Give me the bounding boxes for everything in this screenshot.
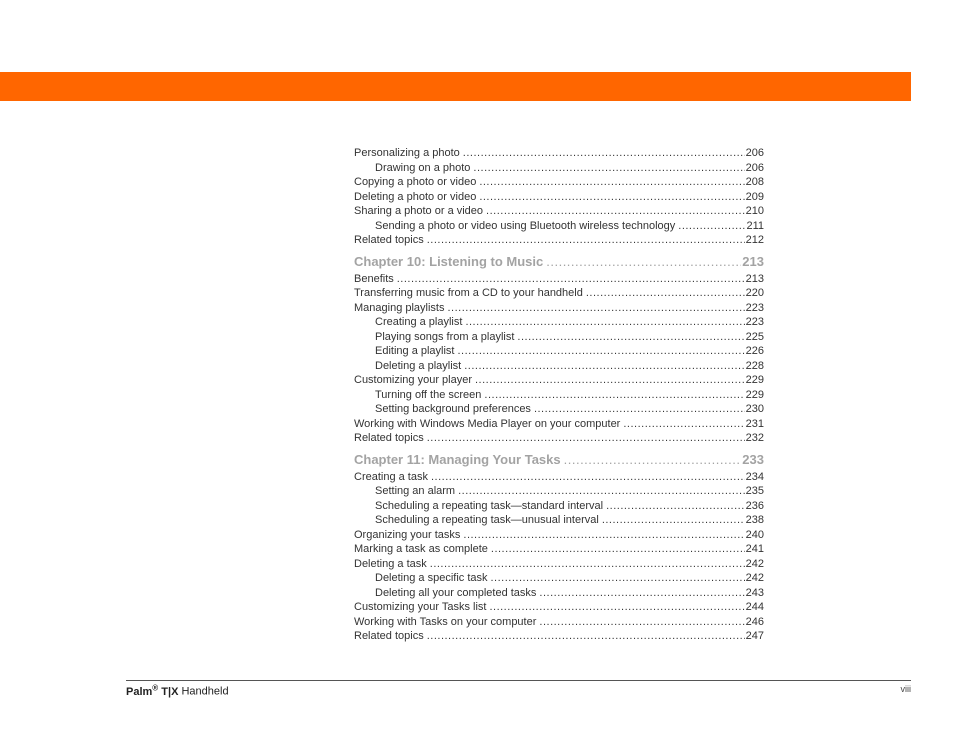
leader-dots: [484, 388, 744, 403]
toc-entry[interactable]: [354, 528, 764, 543]
toc-entry-page: 244: [745, 601, 764, 613]
toc-entry-page: 211: [746, 219, 764, 232]
leader-dots: [586, 286, 745, 301]
toc-subentry[interactable]: [354, 586, 764, 601]
toc-subentry[interactable]: [354, 513, 764, 528]
toc-entry[interactable]: [354, 301, 764, 316]
toc-entry-label: Creating a task: [354, 470, 428, 483]
toc-section-chapter-11: [354, 470, 764, 644]
toc-entry-page: 242: [745, 557, 764, 570]
toc-entry-label: Transferring music from a CD to your handheld: [354, 287, 583, 299]
leader-dots: [517, 330, 744, 345]
toc-entry-label: Turning off the screen: [375, 388, 482, 401]
toc-entry-page: 232: [745, 432, 764, 444]
toc-section-chapter-10: [354, 272, 764, 446]
toc-entry-label: Benefits: [354, 272, 394, 285]
toc-entry-page: 241: [745, 543, 764, 555]
leader-dots: [623, 417, 744, 432]
leader-dots: [479, 175, 744, 190]
leader-dots: [431, 470, 745, 485]
toc-entry-label: Copying a photo or video: [354, 176, 477, 188]
leader-dots: [464, 359, 744, 374]
leader-dots: [678, 219, 745, 234]
footer-product: Handheld: [181, 685, 229, 698]
toc-entry-page: 220: [745, 287, 764, 299]
toc-entry[interactable]: [354, 146, 764, 161]
registered-mark: ®: [152, 683, 159, 692]
toc-entry-page: 213: [745, 272, 764, 285]
footer-divider: [126, 680, 911, 681]
toc-entry-page: 243: [745, 586, 764, 599]
toc-entry-page: 212: [745, 234, 764, 246]
toc-entry-label: Deleting a photo or video: [354, 190, 477, 203]
leader-dots: [463, 528, 744, 543]
leader-dots: [479, 190, 744, 205]
toc-entry[interactable]: [354, 233, 764, 248]
toc-entry-label: Deleting a specific task: [375, 572, 488, 584]
chapter-page: 213: [742, 253, 764, 269]
toc-entry-label: Marking a task as complete: [354, 543, 488, 555]
toc-entry-page: 234: [745, 470, 764, 483]
toc-entry-page: 206: [745, 161, 764, 174]
leader-dots: [430, 557, 745, 572]
toc-entry-page: 208: [745, 176, 764, 188]
toc-entry[interactable]: [354, 470, 764, 485]
toc-subentry[interactable]: [354, 484, 764, 499]
leader-dots: [486, 204, 745, 219]
toc-entry-page: 209: [745, 190, 764, 203]
toc-subentry[interactable]: [354, 344, 764, 359]
toc-entry-label: Scheduling a repeating task—standard interval: [375, 499, 604, 512]
leader-dots: [463, 146, 745, 161]
toc-subentry[interactable]: [354, 388, 764, 403]
leader-dots: [539, 586, 744, 601]
toc-entry-page: 235: [745, 485, 764, 497]
toc-subentry[interactable]: [354, 499, 764, 514]
toc-subentry[interactable]: [354, 315, 764, 330]
toc-entry-label: Related topics: [354, 630, 424, 642]
leader-dots: [606, 499, 745, 514]
toc-entry[interactable]: [354, 190, 764, 205]
toc-entry-label: Creating a playlist: [375, 316, 463, 328]
toc-section-top: [354, 146, 764, 248]
footer-brand: Palm: [126, 685, 153, 698]
toc-entry-label: Organizing your tasks: [354, 528, 461, 541]
chapter-title: Chapter 10: Listening to Music: [354, 253, 544, 269]
toc-entry-label: Playing songs from a playlist: [375, 330, 515, 343]
chapter-11-heading[interactable]: [354, 451, 764, 469]
toc-entry-label: Setting an alarm: [375, 485, 456, 497]
leader-dots: [539, 615, 744, 630]
footer-page-number: viii: [900, 684, 911, 694]
toc-entry-label: Customizing your player: [354, 374, 472, 386]
toc-entry[interactable]: [354, 272, 764, 287]
toc-entry-label: Deleting all your completed tasks: [375, 586, 537, 599]
toc-entry-page: 231: [745, 417, 764, 430]
leader-dots: [564, 451, 742, 469]
toc-entry-page: 246: [745, 615, 764, 628]
leader-dots: [546, 253, 741, 271]
toc-subentry[interactable]: [354, 571, 764, 586]
toc-entry[interactable]: [354, 615, 764, 630]
toc-entry-page: 229: [745, 388, 764, 401]
toc-entry-label: Deleting a task: [354, 557, 427, 570]
toc-entry-label: Customizing your Tasks list: [354, 601, 487, 613]
toc-entry-label: Setting background preferences: [375, 403, 531, 415]
leader-dots: [465, 315, 744, 330]
toc-entry-page: 229: [745, 374, 764, 386]
toc-entry-label: Working with Windows Media Player on your computer: [354, 417, 621, 430]
toc-entry[interactable]: [354, 175, 764, 190]
toc-subentry[interactable]: [354, 330, 764, 345]
toc-entry[interactable]: [354, 557, 764, 572]
leader-dots: [489, 600, 744, 615]
leader-dots: [427, 233, 745, 248]
leader-dots: [448, 301, 745, 316]
leader-dots: [534, 402, 745, 417]
toc-entry-page: 225: [745, 330, 764, 343]
toc-entry-page: 238: [745, 514, 764, 526]
toc-entry-label: Scheduling a repeating task—unusual interval: [375, 514, 599, 526]
leader-dots: [491, 571, 745, 586]
toc-subentry[interactable]: [354, 219, 764, 234]
toc-entry-label: Deleting a playlist: [375, 359, 462, 372]
toc-subentry[interactable]: [354, 161, 764, 176]
toc-entry[interactable]: [354, 204, 764, 219]
footer-product-name: [126, 683, 229, 698]
toc-entry-label: Related topics: [354, 432, 424, 444]
toc-entry-page: 236: [745, 499, 764, 512]
toc-entry-page: 228: [745, 359, 764, 372]
leader-dots: [458, 484, 745, 499]
leader-dots: [397, 272, 745, 287]
leader-dots: [475, 373, 745, 388]
leader-dots: [491, 542, 745, 557]
toc-entry-page: 210: [745, 205, 764, 217]
leader-dots: [427, 431, 745, 446]
toc-entry[interactable]: [354, 431, 764, 446]
table-of-contents: [354, 146, 764, 644]
toc-entry-label: Editing a playlist: [375, 345, 455, 357]
leader-dots: [602, 513, 745, 528]
toc-entry-label: Personalizing a photo: [354, 147, 460, 159]
toc-entry-page: 242: [745, 572, 764, 584]
toc-entry-page: 223: [745, 301, 764, 314]
chapter-title: Chapter 11: Managing Your Tasks: [354, 451, 561, 467]
leader-dots: [458, 344, 745, 359]
toc-entry-page: 230: [745, 403, 764, 415]
toc-entry-label: Related topics: [354, 234, 424, 246]
toc-entry[interactable]: [354, 629, 764, 644]
toc-entry-label: Working with Tasks on your computer: [354, 615, 537, 628]
toc-entry[interactable]: [354, 286, 764, 301]
chapter-page: 233: [742, 451, 764, 467]
toc-subentry[interactable]: [354, 359, 764, 374]
toc-entry-label: Sharing a photo or a video: [354, 205, 484, 217]
toc-entry-label: Drawing on a photo: [375, 161, 471, 174]
toc-entry-page: 206: [745, 147, 764, 159]
toc-entry-page: 226: [745, 345, 764, 357]
toc-entry-page: 240: [745, 528, 764, 541]
toc-entry-label: Sending a photo or video using Bluetooth wireless technology: [375, 219, 676, 232]
leader-dots: [427, 629, 745, 644]
toc-entry[interactable]: [354, 542, 764, 557]
toc-entry-page: 223: [745, 316, 764, 328]
toc-entry-page: 247: [745, 630, 764, 642]
chapter-10-heading[interactable]: [354, 253, 764, 271]
toc-subentry[interactable]: [354, 402, 764, 417]
toc-entry[interactable]: [354, 373, 764, 388]
toc-entry[interactable]: [354, 600, 764, 615]
leader-dots: [473, 161, 744, 176]
footer-model: T|X: [161, 685, 179, 698]
toc-entry[interactable]: [354, 417, 764, 432]
toc-entry-label: Managing playlists: [354, 301, 445, 314]
header-banner: [0, 72, 911, 101]
